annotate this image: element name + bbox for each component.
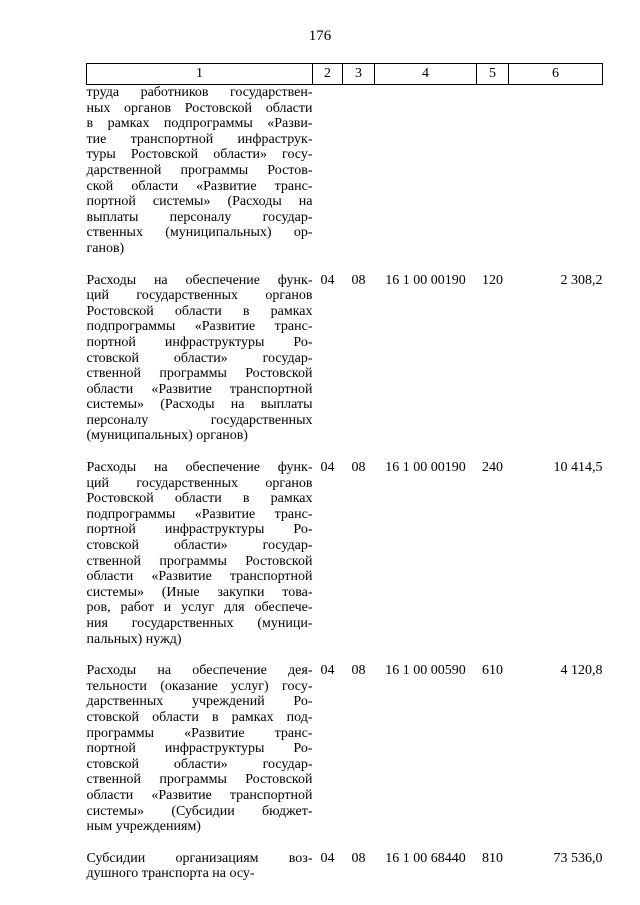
subsection-code: 08 (351, 272, 366, 288)
row-description (87, 458, 313, 661)
description-line: системы» (Субсидии бюджет- (86, 803, 313, 819)
description-line: Ростовской области в рамках (86, 491, 313, 507)
amount-value (509, 85, 603, 271)
description-line: ственной программы Ростовской (86, 366, 313, 382)
subsection-code (343, 85, 375, 271)
column-header: 2 (313, 64, 343, 85)
description-line: (муниципальных) органов) (86, 428, 248, 444)
expense-type-code: 240 (482, 460, 503, 476)
section-code: 04 (320, 272, 335, 288)
target-article-code (375, 85, 477, 271)
description-line: ций государственных органов (86, 475, 313, 491)
section-code (313, 85, 343, 271)
description-line: дарственной программы Ростов- (86, 162, 313, 178)
description-line: выплаты персоналу государ- (86, 209, 313, 225)
description-line: Расходы на обеспечение функ- (86, 460, 313, 476)
description-line: туры Ростовской области» госу- (86, 147, 313, 163)
description-line: ных органов Ростовской области (86, 100, 313, 116)
expense-type-code: 810 (482, 850, 503, 866)
description-line: душного транспорта на осу- (86, 866, 255, 882)
table-row (87, 271, 603, 459)
table-row (87, 85, 603, 271)
description-line: области «Развитие транспортной (86, 569, 313, 585)
expense-type-code (477, 85, 509, 271)
description-line: портной системы» (Расходы на (86, 194, 313, 210)
description-line: ственной программы Ростовской (86, 553, 313, 569)
amount-value: 10 414,5 (553, 460, 603, 476)
row-description (87, 85, 313, 271)
description-line: системы» (Расходы на выплаты (86, 397, 313, 413)
description-line: Расходы на обеспечение дея- (86, 663, 313, 679)
description-line: ния государственных (муници- (86, 616, 313, 631)
description-line: персоналу государственных (86, 412, 313, 428)
table-row (87, 849, 603, 896)
subsection-code: 08 (351, 460, 366, 476)
description-line: ственных (муниципальных) ор- (86, 225, 313, 241)
column-header: 1 (87, 64, 313, 85)
column-header: 5 (477, 64, 509, 85)
row-description (87, 849, 313, 896)
amount-value: 4 120,8 (560, 663, 603, 679)
description-line: Расходы на обеспечение функ- (86, 272, 313, 288)
description-line: в рамках подпрограммы «Разви- (86, 116, 313, 132)
description-line: дарственных учреждений Ро- (86, 694, 313, 710)
expense-type-code: 120 (482, 272, 503, 288)
target-article-code: 16 1 00 00190 (385, 272, 466, 288)
amount-value: 2 308,2 (560, 272, 603, 288)
table-row (87, 458, 603, 661)
description-line: области «Развитие транспортной (86, 381, 313, 397)
subsection-code: 08 (351, 850, 366, 866)
description-line: пальных) нужд) (86, 631, 182, 647)
description-line: области «Развитие транспортной (86, 787, 313, 803)
description-line: ным учреждениям) (86, 819, 201, 835)
description-line: системы» (Иные закупки това- (86, 584, 313, 600)
description-line: Ростовской области в рамках (86, 303, 313, 319)
section-code: 04 (320, 663, 335, 679)
description-line: стовской области» государ- (86, 538, 313, 554)
column-header: 3 (343, 64, 375, 85)
subsection-code: 08 (351, 663, 366, 679)
description-line: стовской области» государ- (86, 756, 313, 772)
target-article-code: 16 1 00 00590 (385, 663, 466, 679)
column-header: 6 (509, 64, 603, 85)
description-line: ций государственных органов (86, 288, 313, 304)
table-row (87, 661, 603, 849)
description-line: портной инфраструктуры Ро- (86, 522, 313, 538)
description-line: ственной программы Ростовской (86, 772, 313, 788)
section-code: 04 (320, 850, 335, 866)
description-line: тие транспортной инфраструк- (86, 131, 313, 147)
row-description (87, 661, 313, 849)
description-line: труда работников государствен- (86, 85, 313, 100)
target-article-code: 16 1 00 00190 (385, 460, 466, 476)
description-line: Субсидии организациям воз- (86, 850, 313, 866)
description-line: подпрограммы «Развитие транс- (86, 506, 313, 522)
description-line: программы «Развитие транс- (86, 725, 313, 741)
row-description (87, 271, 313, 459)
description-line: ганов) (86, 240, 125, 256)
description-line: ской области «Развитие транс- (86, 178, 313, 194)
table-header-row (87, 64, 603, 85)
section-code: 04 (320, 460, 335, 476)
description-line: тельности (оказание услуг) госу- (86, 678, 313, 694)
amount-value: 73 536,0 (553, 850, 603, 866)
expense-type-code: 610 (482, 663, 503, 679)
description-line: стовской области в рамках под- (86, 709, 313, 725)
page-number: 176 (308, 28, 332, 44)
description-line: портной инфраструктуры Ро- (86, 741, 313, 757)
description-line: подпрограммы «Развитие транс- (86, 319, 313, 335)
description-line: стовской области» государ- (86, 350, 313, 366)
budget-table (86, 63, 603, 896)
column-header: 4 (375, 64, 477, 85)
description-line: портной инфраструктуры Ро- (86, 334, 313, 350)
description-line: ров, работ и услуг для обеспече- (86, 600, 313, 616)
target-article-code: 16 1 00 68440 (385, 850, 466, 866)
